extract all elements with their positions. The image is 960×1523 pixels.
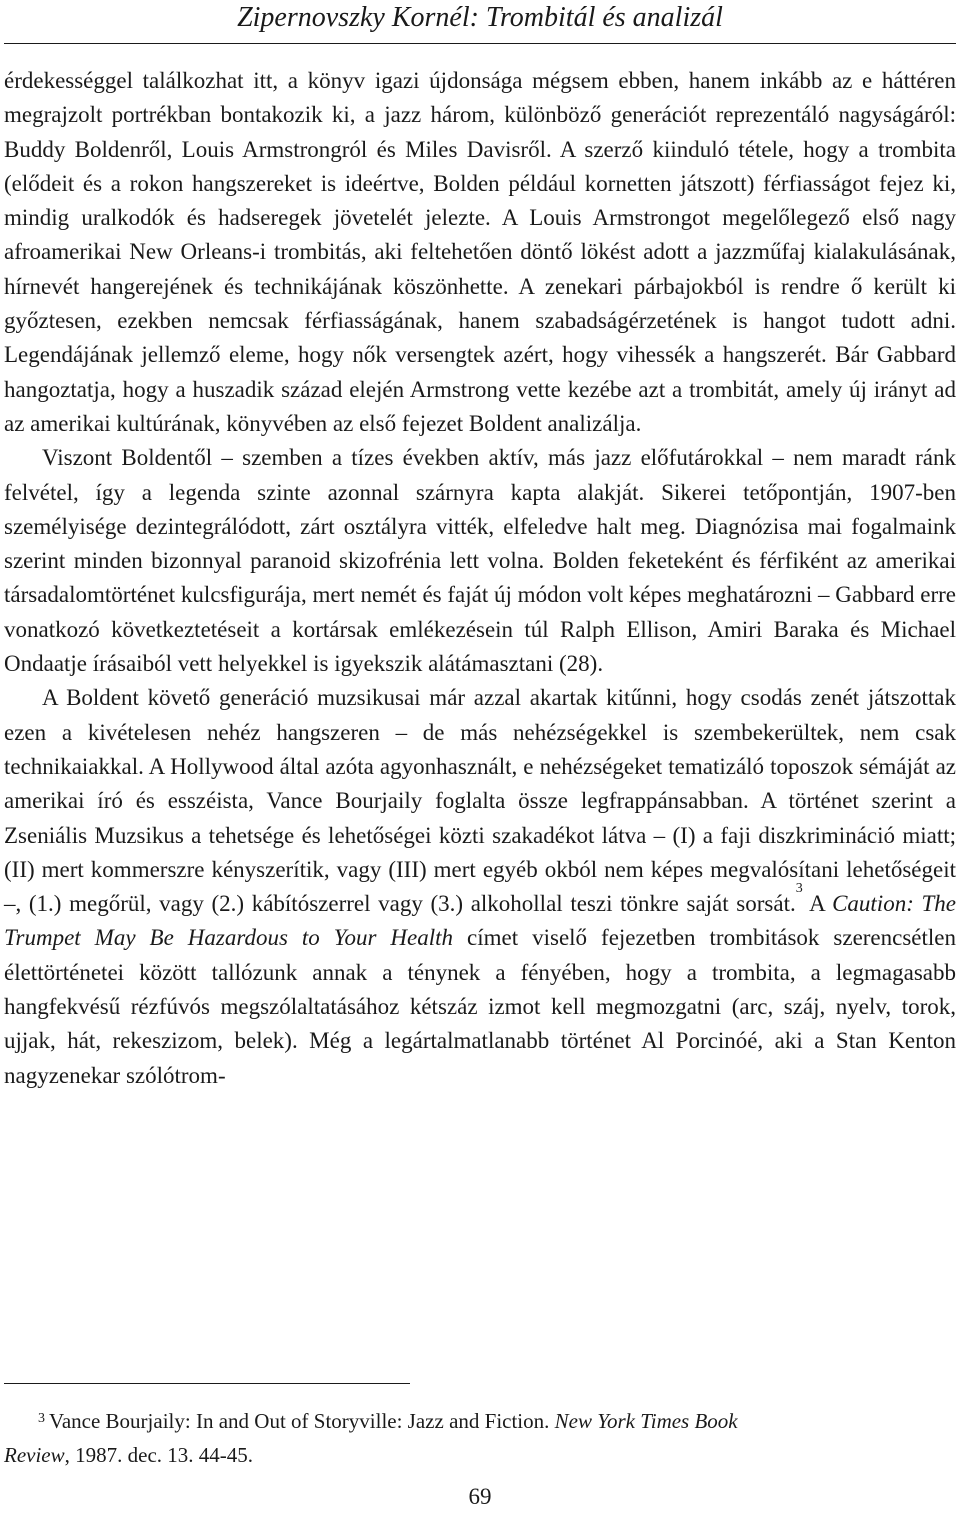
paragraph-3 [4,681,956,1093]
text-run: Viszont Boldentől – szemben a tízes években aktív, más jazz előfutárokkal – nem maradt ránk felvétel, így a legenda szinte azonnal szárnyra kapta alakját. Sikerei tetőpontján, 1907-ben személyisége dezintegrálódott, zárt osztályra vitték, elfeledve halt meg. Diagnózisa mai fogalmaink szerint minden bizonnyal paranoid skizofrénia lett volna. Bolden feketeként és férfiként az amerikai társadalomtörténet kulcsfigurája, mert nemét és faját új módon volt képes meghatározni – Gabbard erre vonatkozó következtetéseit a kortársak emlékezésein túl Ralph Ellison, Amiri Baraka és Michael Ondaatje írásaiból vett helyekkel is igyekszik alátámasztani (28). [4,445,956,677]
footnote-reference: 3 [795,881,803,897]
footnote-journal-title-cont: Review [4,1443,65,1467]
text-run: érdekességgel találkozhat itt, a könyv igazi újdonsága mégsem ebben, hanem inkább az e háttéren megrajzolt portrékban bontakozik ki, a jazz három, különböző generációt reprezentáló nagyságáról: Buddy Boldenről, Louis Armstrongról és Miles Davisről. A szerző kiinduló tétele, hogy a trombita (elődeit és a rokon hangszereket is ideértve, Bolden például kornetten játszott) férfiasságot fejez ki, mindig uralkodók és hadseregek jövetelét jelezte. A Louis Armstrongot megelőlegező első nagy afroamerikai New Orleans-i trombitás, aki feltehetően döntő lökést adott a jazzműfaj kialakulásának, hírnevét hangerejének és technikájának köszönhette. A zenekari párbajokból is rendre ő került ki győztesen, ezekben nemcsak férfiasságának, hanem szabadságérzetének is hangot tudott adni. Legendájának jellemző eleme, hogy nők versengtek azért, hogy vihessék a hangszerét. Bár Gabbard hangoztatja, hogy a huszadik század elején Armstrong vette kezébe azt a trombitát, amely új irányt ad az amerikai kultúrának, könyvében az első fejezet Boldent analizálja. [4,68,956,436]
paragraph-1 [4,64,956,441]
text-run: A [802,891,833,917]
paragraph-2 [4,441,956,681]
running-header: Zipernovszky Kornél: Trombitál és analizál [237,2,723,33]
header-rule [4,43,956,44]
text-run: A Boldent követő generáció muzsikusai már azzal akartak kitűnni, hogy csodás zenét játszottak ezen a kivételesen nehéz hangszeren – de más nehézségekkel is szembekerültek, nem csak technikaiakkal. A Hollywood által azóta agyonhasznált, e nehézségeket tematizáló toposzok sémáját az amerikai író és esszéista, Vance Bourjaily foglalta össze legfrappánsabban. A történet szerint a Zseniális Muzsikus a tehetsége és lehetőségei közti szakadékot látva – (I) a faji diszkrimináció miatt; (II) mert kommerszre kényszerítik, vagy (III) mert egyéb okból nem képes megvalósítani lehetőségeit –, (1.) megőrül, vagy (2.) kábítószerrel vagy (3.) alkohollal teszi tönkre saját sorsát. [4,685,956,917]
text-run: címet viselő fejezetben trombitások szerencsétlen élettörténetei között tallózunk annak a ténynek a fényében, hogy a trombita, a legmagasabb hangfekvésű rézfúvós megszólaltatásához kétszáz izmot kell megmozgatni (arc, száj, nyelv, torok, ujjak, hát, rekeszizom, belek). Még a legártalmatlanabb történet Al Porcinóé, aki a Stan Kenton nagyzenekar szólótrom- [4,925,956,1088]
footnote [4,1404,956,1472]
italic-title: Caution: The Trumpet May Be Hazardous to Your Health [4,891,957,951]
body-text [4,64,956,1093]
page-number: 69 [468,1484,492,1509]
footnote-rule [4,1383,410,1384]
footnote-text: Vance Bourjaily: In and Out of Storyville: Jazz and Fiction. [49,1409,555,1433]
footnote-citation-tail: , 1987. dec. 13. 44-45. [64,1443,254,1467]
footnote-marker: 3 [38,1411,45,1426]
footnote-journal-title: New York Times Book [554,1409,738,1433]
